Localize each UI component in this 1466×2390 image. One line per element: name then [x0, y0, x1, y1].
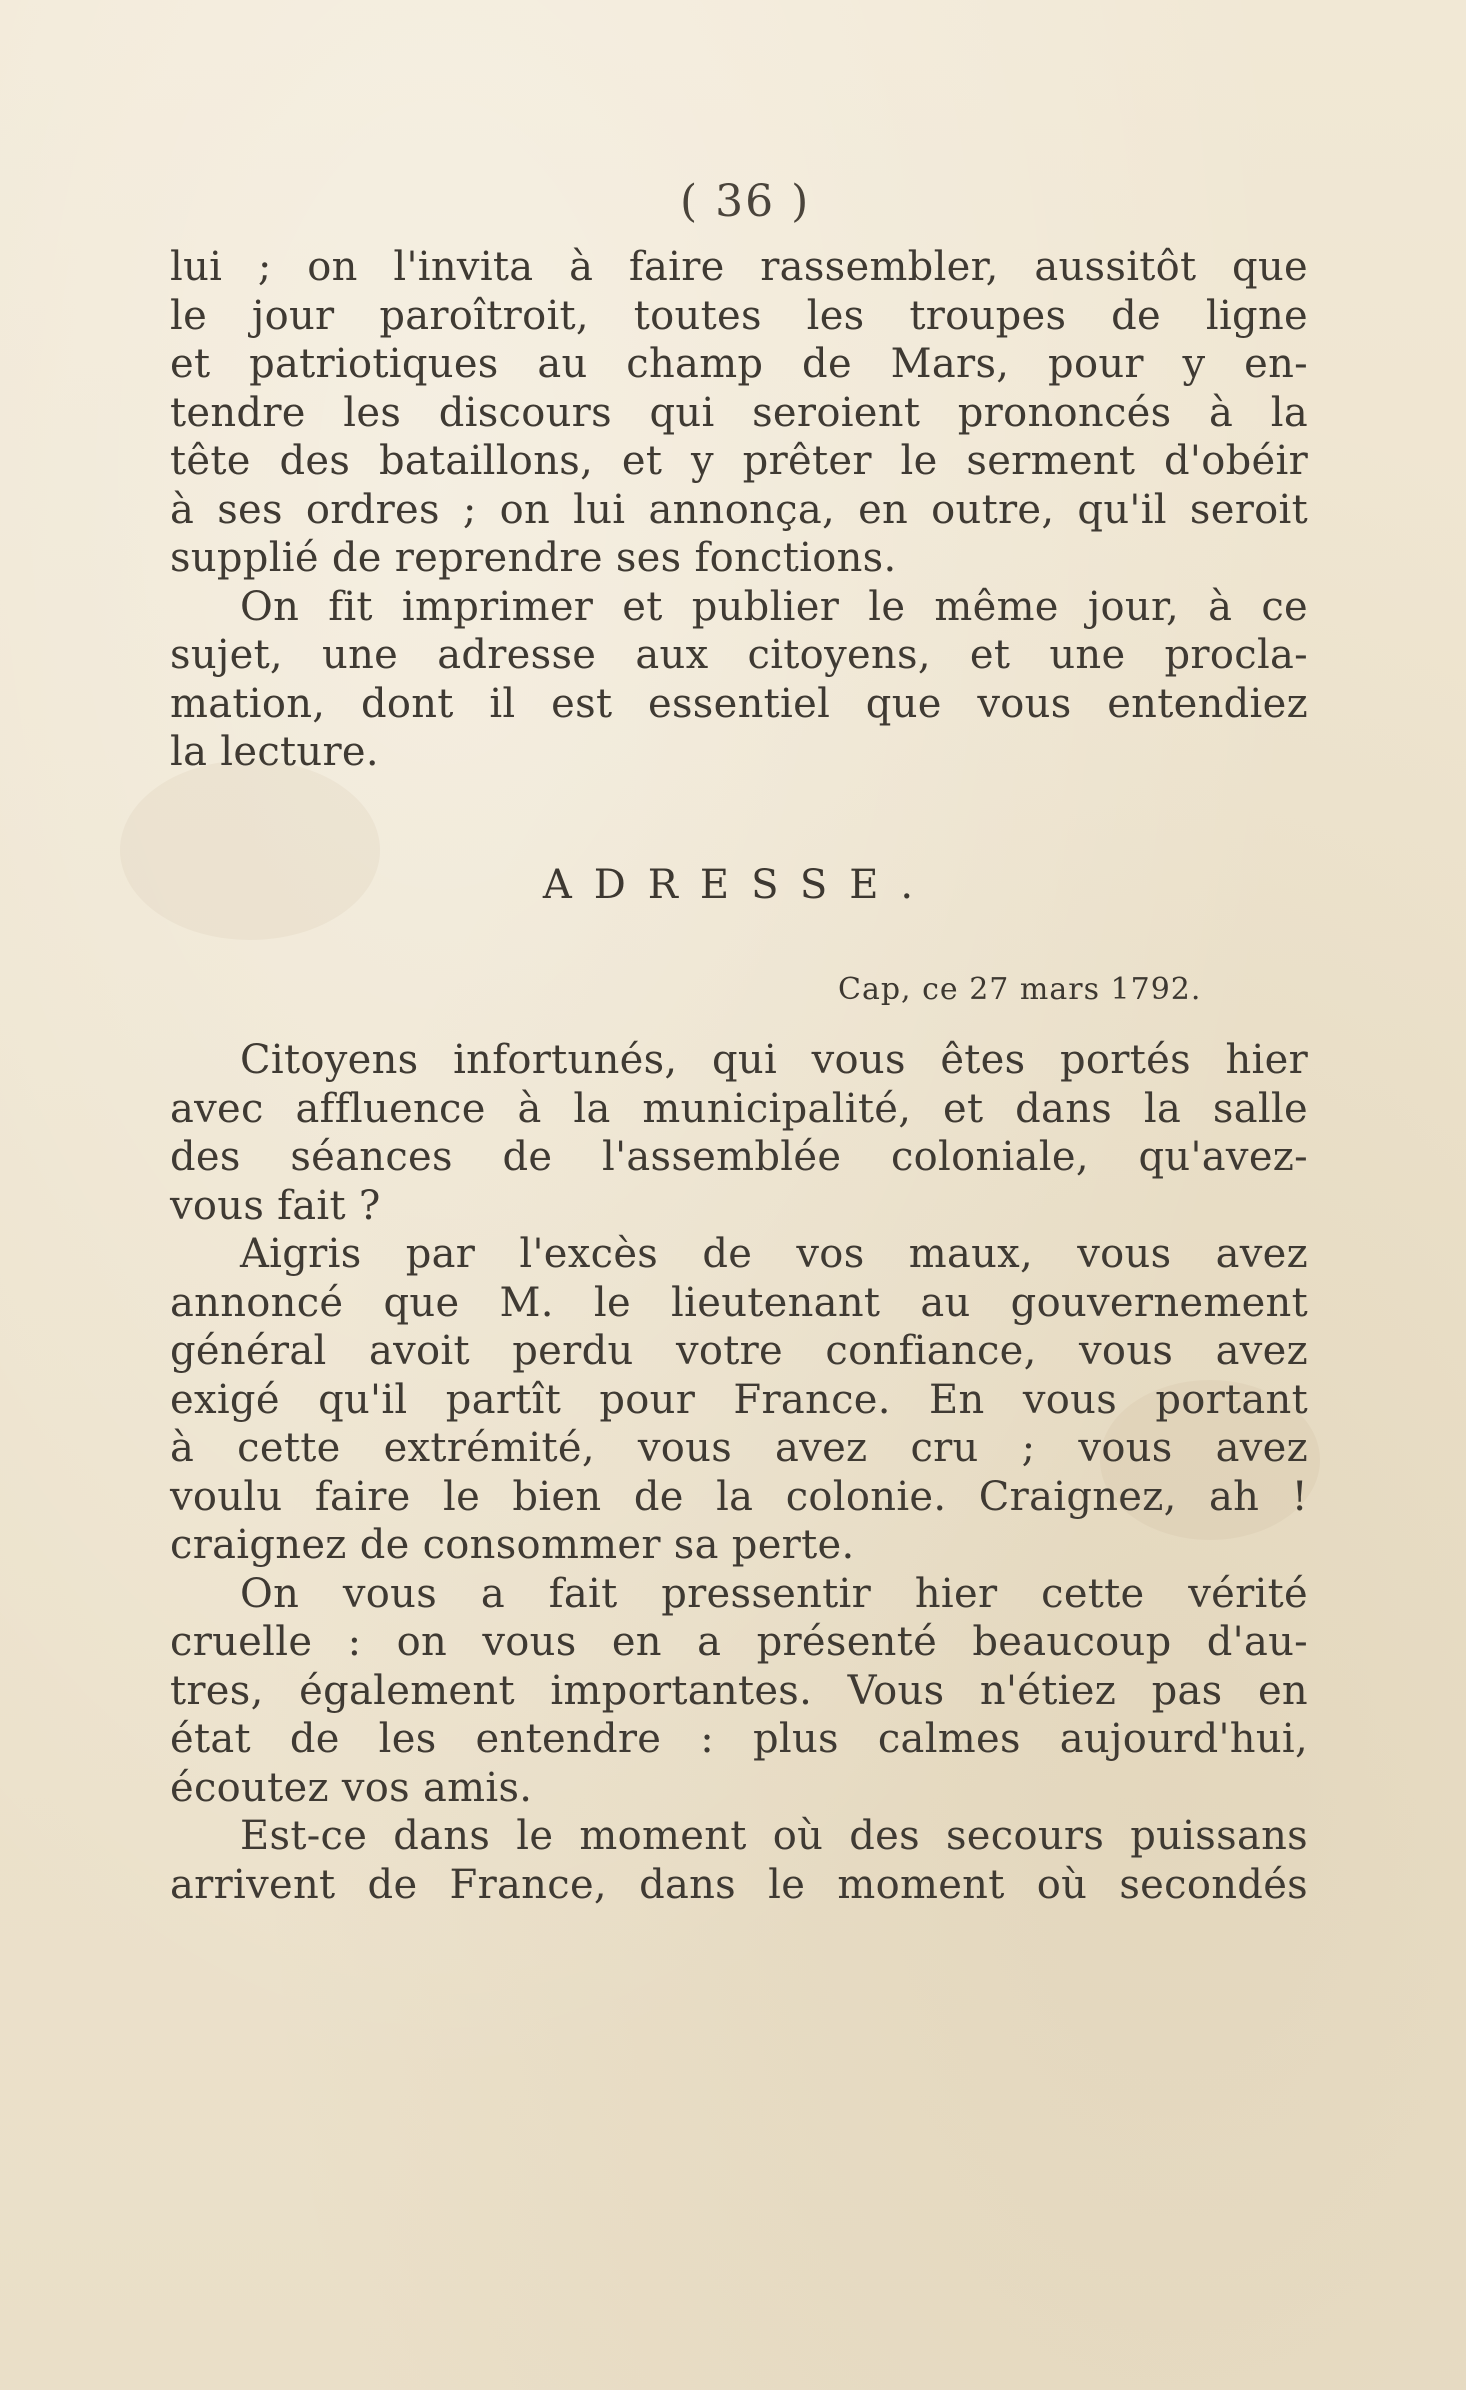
text-line: et patriotiques au champ de Mars, pour y en-: [170, 341, 1308, 387]
body-text-bottom: [170, 1036, 1308, 1909]
paper-stain: [120, 760, 380, 940]
text-line: tête des bataillons, et y prêter le serment d'obéir: [170, 438, 1308, 484]
body-text-top: [170, 243, 1308, 777]
text-line: tendre les discours qui seroient prononcés à la: [170, 389, 1308, 436]
text-line: état de les entendre : plus calmes aujourd'hui,: [170, 1716, 1308, 1762]
text-line: vous fait ?: [170, 1182, 381, 1229]
text-line: le jour paroîtroit, toutes les troupes de ligne: [170, 292, 1308, 339]
text-line: général avoit perdu votre confiance, vous avez: [170, 1328, 1308, 1374]
text-line: annoncé que M. le lieutenant au gouvernement: [170, 1279, 1308, 1326]
text-line: mation, dont il est essentiel que vous entendiez: [170, 680, 1308, 727]
text-line: Est-ce dans le moment où des secours puissans: [240, 1813, 1308, 1859]
text-line: voulu faire le bien de la colonie. Craignez, ah !: [170, 1473, 1308, 1520]
section-heading: ADRESSE.: [542, 862, 936, 908]
text-line: lui ; on l'invita à faire rassembler, aussitôt que: [170, 244, 1308, 290]
text-line: On fit imprimer et publier le même jour, à ce: [240, 583, 1308, 630]
text-line: avec affluence à la municipalité, et dans la salle: [170, 1085, 1308, 1132]
text-line: supplié de reprendre ses fonctions.: [170, 535, 897, 581]
text-line: à cette extrémité, vous avez cru ; vous avez: [170, 1425, 1308, 1471]
dateline: Cap, ce 27 mars 1792.: [838, 972, 1202, 1007]
text-line: craignez de consommer sa perte.: [170, 1522, 855, 1568]
text-line: On vous a fait pressentir hier cette vérité: [240, 1570, 1308, 1617]
text-line: Citoyens infortunés, qui vous êtes portés hier: [240, 1037, 1308, 1083]
text-line: des séances de l'assemblée coloniale, qu'avez-: [170, 1134, 1308, 1180]
text-line: Aigris par l'excès de vos maux, vous avez: [240, 1231, 1308, 1277]
text-line: exigé qu'il partît pour France. En vous portant: [170, 1376, 1308, 1423]
text-line: sujet, une adresse aux citoyens, et une procla-: [170, 632, 1308, 678]
text-line: à ses ordres ; on lui annonça, en outre, qu'il seroit: [170, 486, 1308, 533]
text-line: la lecture.: [170, 729, 379, 775]
text-line: tres, également importantes. Vous n'étiez pas en: [170, 1667, 1308, 1714]
text-line: arrivent de France, dans le moment où secondés: [170, 1861, 1308, 1908]
text-line: cruelle : on vous en a présenté beaucoup d'au-: [170, 1619, 1308, 1665]
page-number: ( 36 ): [680, 176, 811, 227]
text-line: écoutez vos amis.: [170, 1764, 533, 1811]
